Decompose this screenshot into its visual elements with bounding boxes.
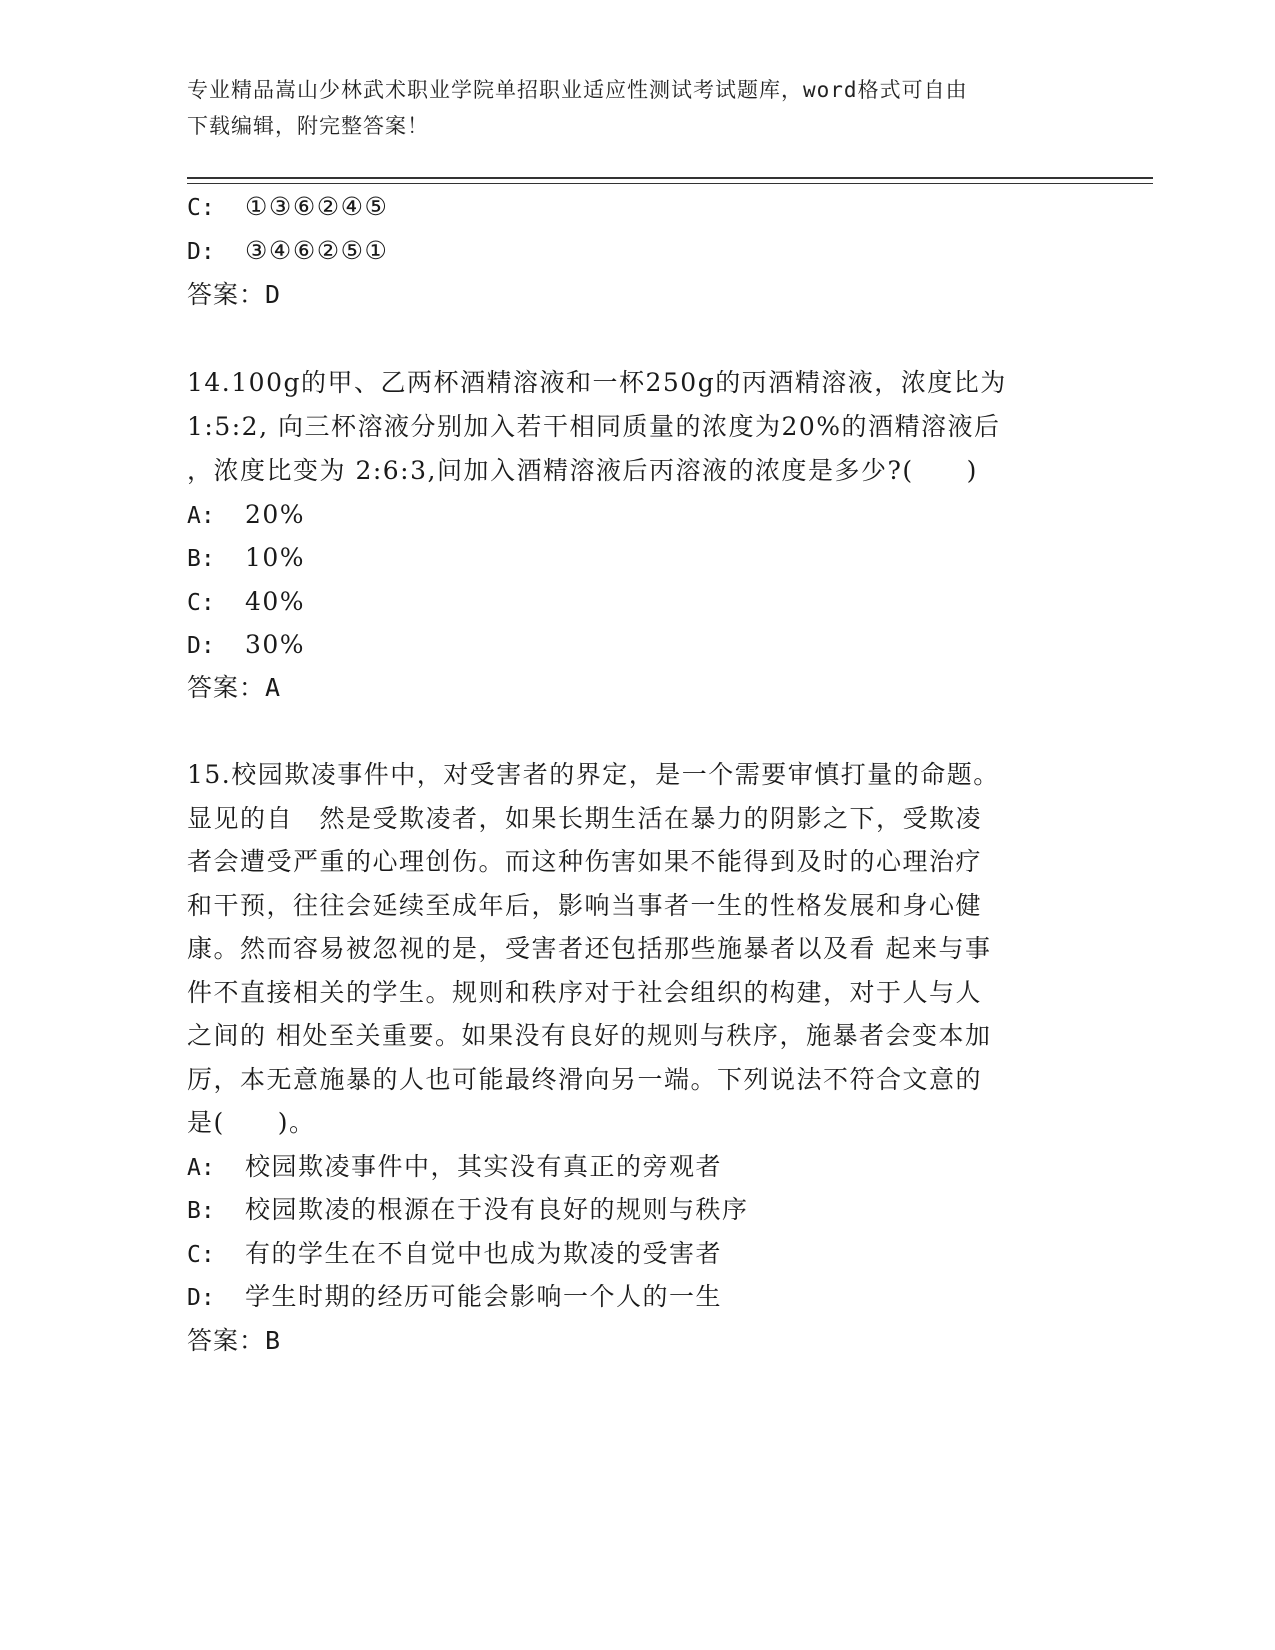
option-row (187, 543, 305, 574)
option-letter: C: (187, 1242, 215, 1268)
answer-value: D (265, 280, 282, 309)
option-text: 30% (245, 630, 306, 659)
option-letter: A: (187, 1155, 215, 1181)
header-line-1: 专业精品嵩山少林武术职业学院单招职业适应性测试考试题库，word格式可自由 (187, 78, 968, 102)
option-row (187, 192, 388, 223)
option-text: 40% (245, 587, 306, 616)
option-text: 20% (245, 500, 306, 529)
option-letter: D: (187, 1285, 215, 1311)
question-text-line: 14.100g的甲、乙两杯酒精溶液和一杯250g的丙酒精溶液，浓度比为 (187, 368, 1007, 397)
question-text-line: 显见的自 然是受欺凌者，如果长期生活在暴力的阴影之下，受欺凌 (187, 804, 983, 833)
question-text-line: 件不直接相关的学生。规则和秩序对于社会组织的构建，对于人与人 (187, 978, 983, 1007)
question-text-line: 之间的 相处至关重要。如果没有良好的规则与秩序，施暴者会变本加 (187, 1021, 992, 1050)
option-text: 学生时期的经历可能会影响一个人的一生 (245, 1282, 723, 1311)
option-text: ③④⑥②⑤① (245, 236, 389, 265)
answer-label: 答案： (187, 1326, 266, 1355)
header-divider-thin (187, 183, 1153, 184)
question-text-line: 厉，本无意施暴的人也可能最终滑向另一端。下列说法不符合文意的 (187, 1065, 983, 1094)
option-letter: D: (187, 239, 215, 265)
question-text-line: 1:5:2, 向三杯溶液分别加入若干相同质量的浓度为20%的酒精溶液后 (187, 412, 1001, 441)
option-row (187, 587, 305, 618)
answer-value: B (265, 1326, 282, 1355)
option-row (187, 1239, 722, 1270)
option-text: 10% (245, 543, 306, 572)
option-letter: B: (187, 1198, 215, 1224)
option-letter: C: (187, 590, 215, 616)
option-letter: D: (187, 633, 215, 659)
option-text: 有的学生在不自觉中也成为欺凌的受害者 (245, 1239, 723, 1268)
option-row (187, 1195, 749, 1226)
question-text-line: 者会遭受严重的心理创伤。而这种伤害如果不能得到及时的心理治疗 (187, 847, 983, 876)
option-text: ①③⑥②④⑤ (245, 192, 389, 221)
answer-line (187, 280, 281, 310)
option-text: 校园欺凌事件中，其实没有真正的旁观者 (245, 1152, 723, 1181)
document-header (187, 72, 1087, 144)
option-row (187, 630, 305, 661)
question-text-line: 康。然而容易被忽视的是，受害者还包括那些施暴者以及看 起来与事 (187, 934, 992, 963)
answer-value: A (265, 673, 282, 702)
question-text-line: 是( )。 (187, 1108, 316, 1137)
header-line-2: 下载编辑，附完整答案！ (187, 114, 429, 138)
option-row (187, 1282, 722, 1313)
answer-line (187, 673, 281, 703)
answer-label: 答案： (187, 280, 266, 309)
option-row (187, 1152, 722, 1183)
question-text-line: 15.校园欺凌事件中，对受害者的界定，是一个需要审慎打量的命题。 (187, 760, 1000, 789)
question-text-line: ，浓度比变为 2:6:3,问加入酒精溶液后丙溶液的浓度是多少?( ) (187, 456, 978, 485)
option-text: 校园欺凌的根源在于没有良好的规则与秩序 (245, 1195, 749, 1224)
option-row (187, 236, 388, 267)
option-letter: B: (187, 546, 215, 572)
option-row (187, 500, 305, 531)
header-divider (187, 177, 1153, 179)
option-letter: C: (187, 195, 215, 221)
question-text-line: 和干预，往往会延续至成年后，影响当事者一生的性格发展和身心健 (187, 891, 983, 920)
answer-label: 答案： (187, 673, 266, 702)
option-letter: A: (187, 503, 215, 529)
answer-line (187, 1326, 281, 1356)
